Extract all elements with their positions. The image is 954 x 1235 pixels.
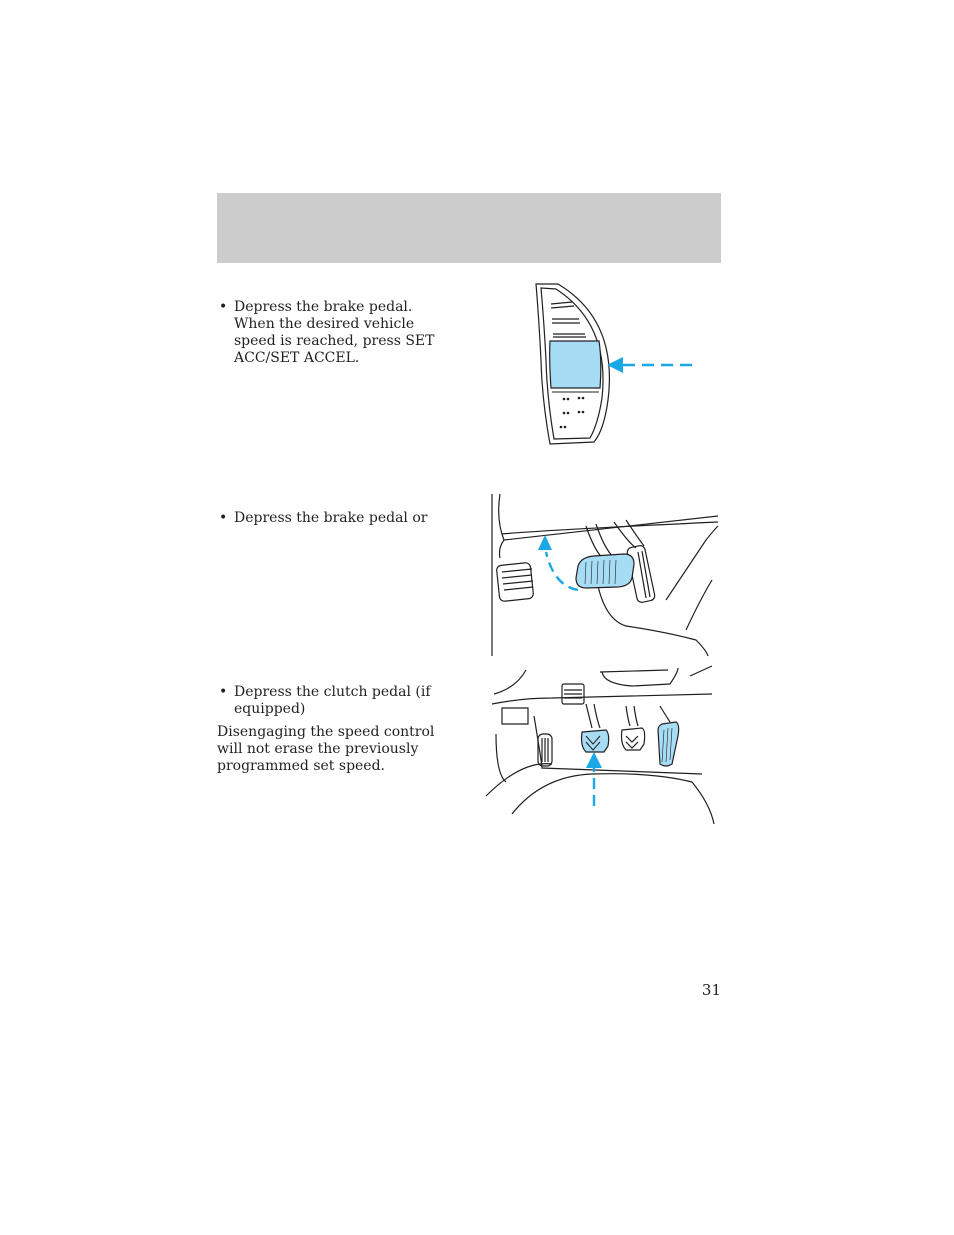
section-3-text	[217, 684, 457, 775]
bullet-marker: •	[219, 510, 228, 526]
brake-pedal-figure	[486, 490, 722, 658]
lower-buttons	[560, 397, 585, 429]
bullet-item	[217, 684, 457, 718]
door-edge	[499, 494, 504, 558]
bullet-marker: •	[219, 299, 228, 315]
speed-control-note: Disengaging the speed control will not erase the previously programmed set speed.	[217, 724, 435, 774]
up-arrow-head-icon	[586, 752, 602, 768]
set-acc-button-highlight	[550, 341, 601, 388]
bullet-marker: •	[219, 684, 228, 700]
button-line	[551, 306, 574, 308]
section-2-text	[217, 510, 457, 527]
bullet-text-set-acc: Depress the brake pedal. When the desired vehicle speed is reached, press SET ACC/SET ACCEL.	[234, 299, 435, 366]
curved-arrow-head-icon	[538, 535, 552, 550]
brake-pedal-highlight	[576, 554, 634, 588]
steering-wheel-speed-control-figure	[528, 280, 708, 448]
curved-arrow-dashes	[546, 552, 578, 590]
bullet-item	[217, 510, 457, 527]
section-1-text	[217, 299, 457, 367]
bullet-text-brake: Depress the brake pedal or	[234, 510, 428, 526]
button-line	[551, 302, 572, 304]
bullet-text-clutch: Depress the clutch pedal (if equipped)	[234, 684, 431, 717]
page-number: 31	[701, 981, 721, 999]
bullet-item	[217, 299, 457, 367]
section-header-band	[217, 193, 721, 263]
clutch-pedal-figure	[482, 664, 718, 826]
dash-underside-line	[504, 516, 718, 540]
accelerator-pedal-highlight	[658, 722, 679, 766]
